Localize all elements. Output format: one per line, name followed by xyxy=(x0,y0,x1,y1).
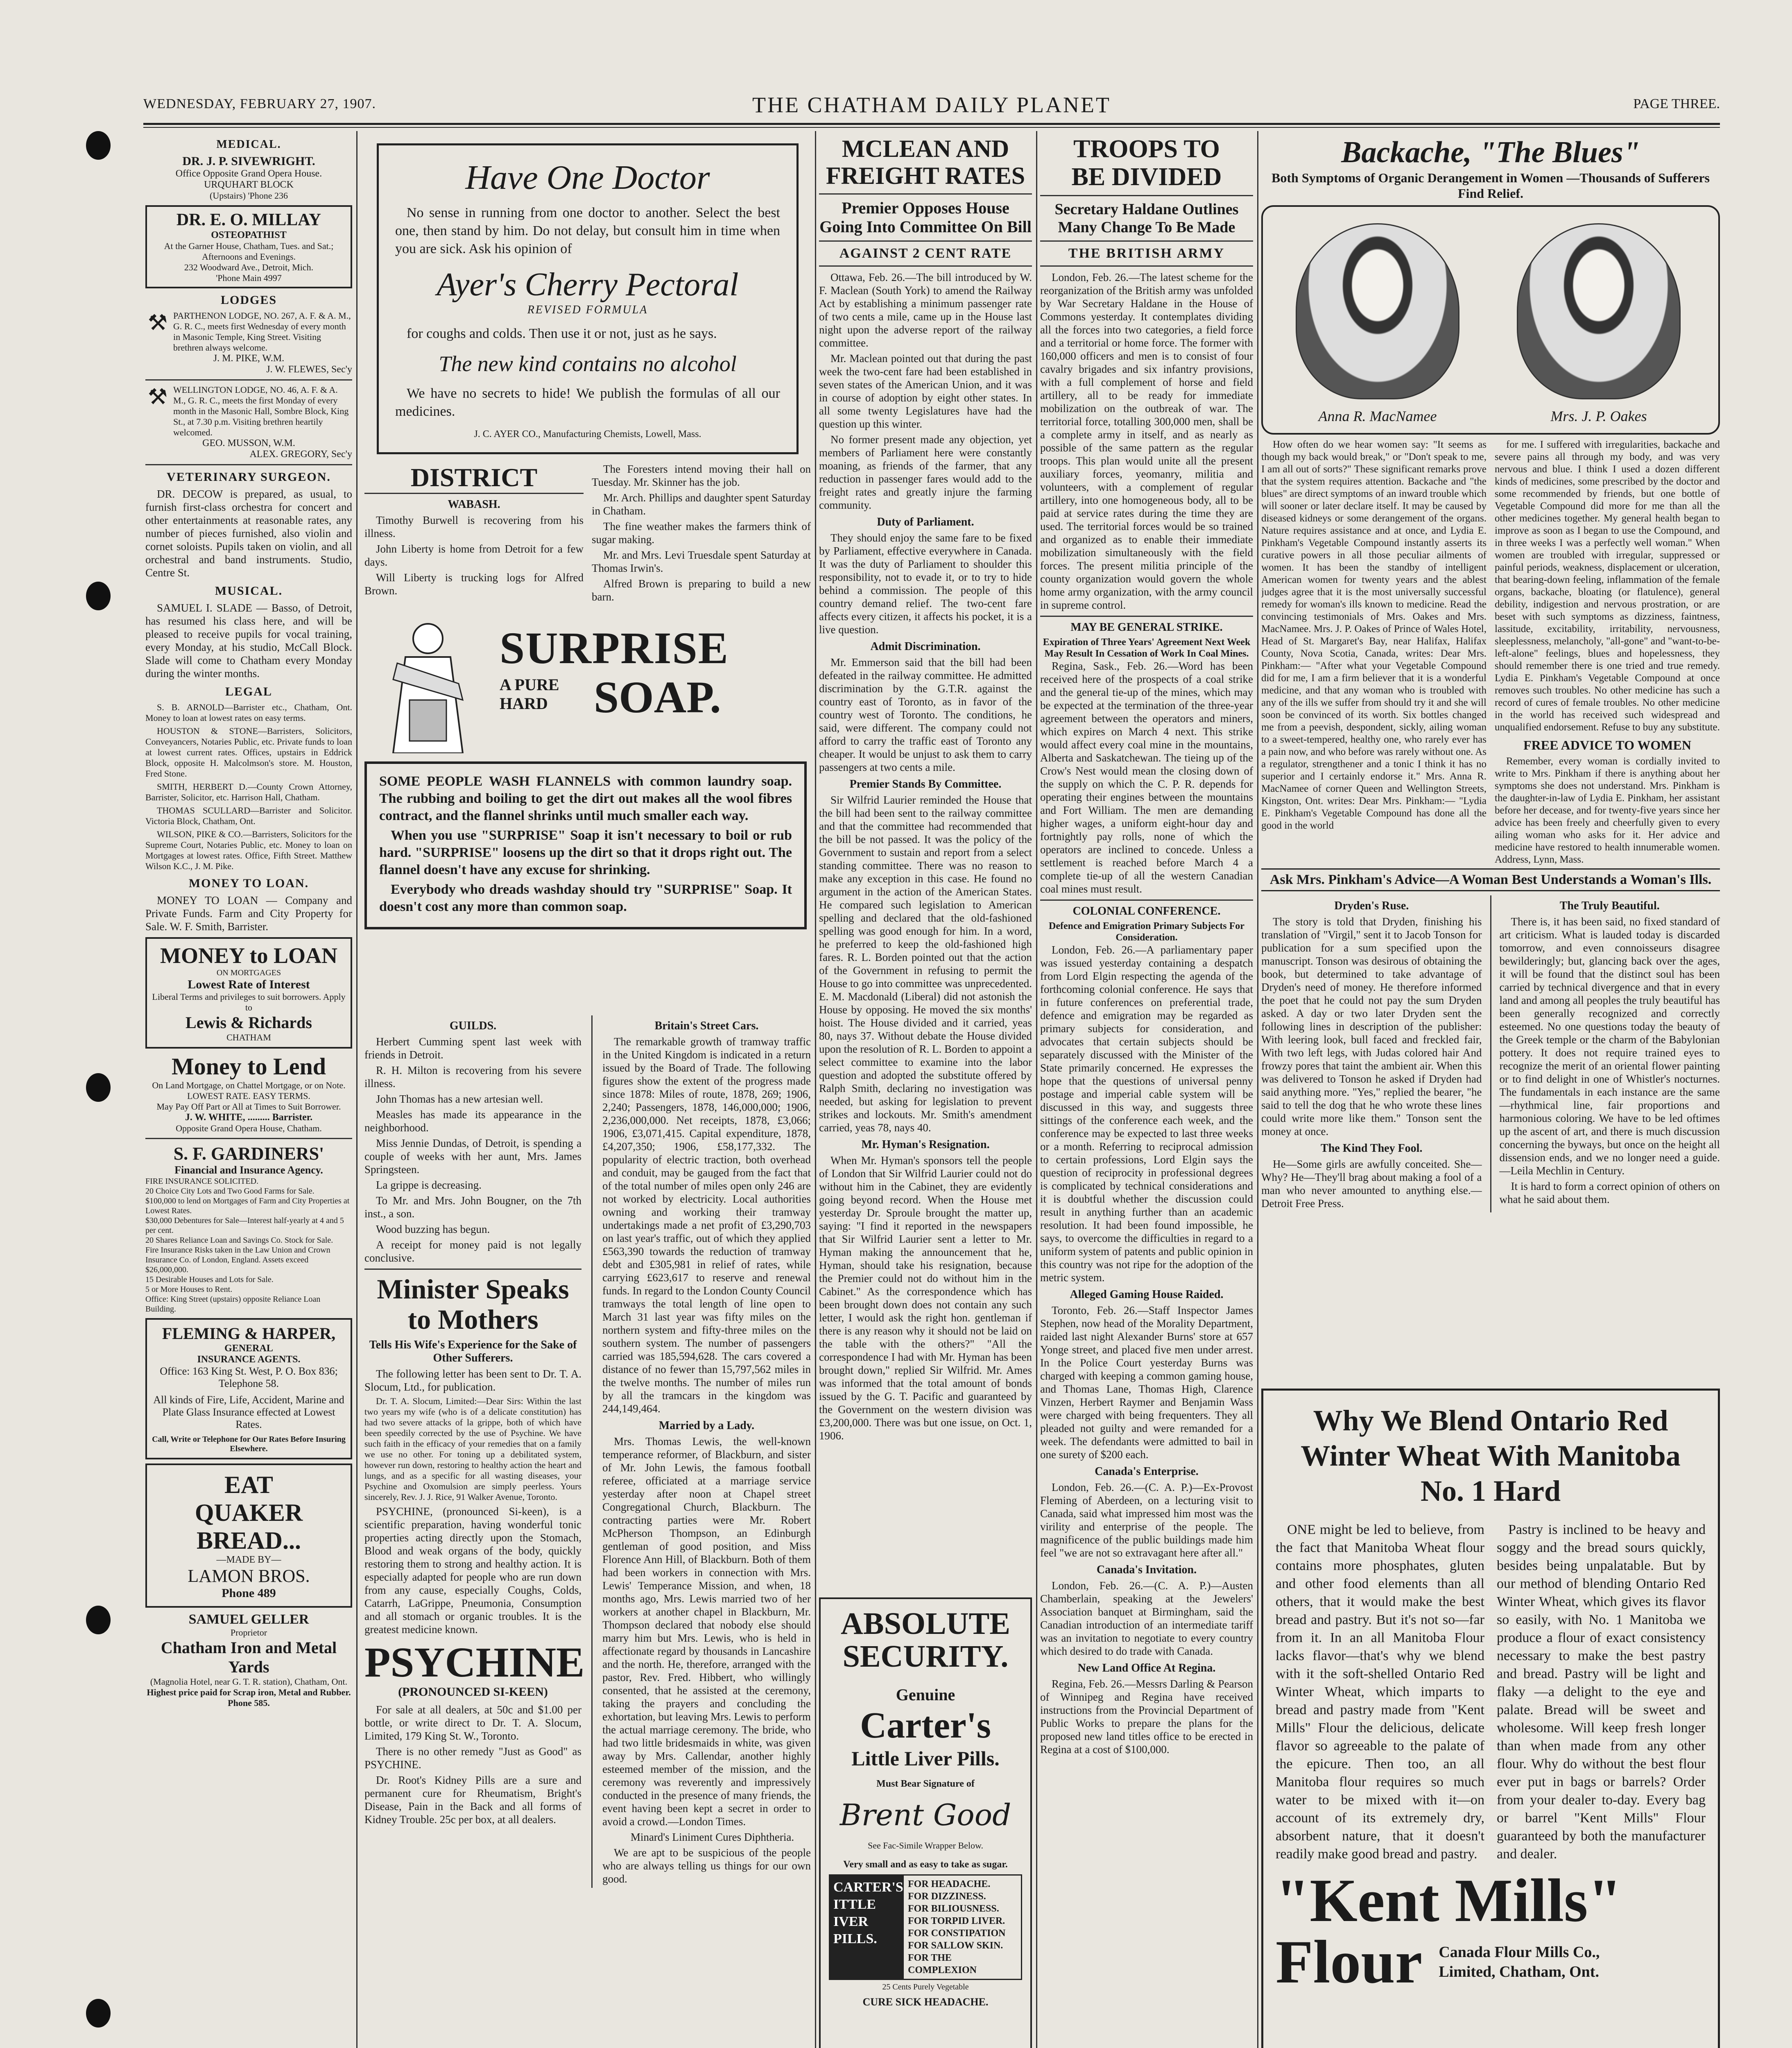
header-rule xyxy=(143,123,1720,125)
fleming-harper-ad: FLEMING & HARPER, GENERAL INSURANCE AGENTS. Office: 163 King St. West, P. O. Box 836; Telephone 58. All kinds of Fire, Life, Accident, Marine and Plate Glass Insurance effected at Lowest Rates. Call, Write or Telephone for Our Rates Before Insuring Elsewhere. xyxy=(145,1318,352,1459)
column-rule xyxy=(356,131,357,2048)
masonic-emblem-icon: ⚒ xyxy=(147,385,168,409)
sivewright-card: DR. J. P. SIVEWRIGHT. Office Opposite Grand Opera House. URQUHART BLOCK (Upstairs) 'Phone 236 xyxy=(175,154,322,201)
masonic-emblem-icon: ⚒ xyxy=(147,310,168,335)
veterinary-heading: VETERINARY SURGEON. xyxy=(167,470,331,484)
mclean-column: MCLEAN AND FREIGHT RATES Premier Opposes House Going Into Committee On Bill AGAINST 2 CENT RATE Ottawa, Feb. 26.—The bill introduced by W. F. Maclean (South York) to amend the Railway Act by establishing a minimum passenger rate of two cents a mile, came up in the House last night upon the adverse report of the railway committee. Mr. Maclean pointed out that during the past week the two-cent fare had been established in seven states of the American Union, and it was in course of adoption by eight other states. In all some twenty Legislatures have had the question up this winter. No former present made any objection, yet members of Parliament here were constantly moaning, as friends of the farmer, that any reduction in passenger fares would add to the freight rates and greatly injure the farming community. Duty of Parliament. They should enjoy the same fare to be fixed by Parliament, effective everywhere in Canada. It was the duty of Parliament to shoulder this responsibility, not to evade it, or to try to hide behind a commission. The people of this country demand relief. The two-cent fare affects every citizen, it affects his pocket, it is a live question. Admit Discrimination. Mr. Emmerson said that the bill had been defeated in the railway committee. He admitted discrimination by the G.T.R. against the country east of Toronto, as in favor of the country west of Toronto. The conditions, he said, were different. The company could not afford to carry the traffic east of Toronto any cheaper. It would be unjust to ask them to carry passengers at two cents a mile. Premier Stands By Committee. Sir Wilfrid Laurier reminded the House that the bill had been sent to the railway committee and that the committee had recommended that the bill be not passed. It was the policy of the Government to sustain and report from a select standing committee. There was no reason to make any exception in this case. He found no argument in the action of the American States. He compared such legislation to American spelling and declared that the old-fashioned spelling was good enough for him. In a word, he preferred to keep the old-fashioned high fares. R. L. Borden pointed out that the action of the Government in refusing to permit the House to go into committee was unprecedented. E. M. Macdonald (Liberal) did not astonish the House by opposing. He moved the six months' hoist. The House divided and it carried, yeas 80, nays 37. Without debate the House divided upon the resolution of R. L. Borden to appoint a select committee to examine into the labor question and adopted the substitute offered by Ralph Smith, declaring no investigation was needed, but asking for legislation to prevent strikes and lockouts. Mr. Smith's amendment carried, yeas 78, nays 40. Mr. Hyman's Resignation. When Mr. Hyman's sponsors tell the people of London that Sir Wilfrid Laurier could not do without him in the Cabinet, they are evidently going beyond record. When the House met yesterday Dr. Sproule brought the matter up, saying: "I find it reported in the newspapers that Sir Wilfrid Laurier sent a letter to Mr. Hyman making the announcement that he, Hyman, should take his resignation, because the Premier could not do without him in the Cabinet." As the correspondence which has been brought down does not contain any such letter, I would ask the right hon. gentleman if there is any reason why it should not be laid on the table with the others?" "All the correspondence I had with Mr. Hyman has been brought down," replied Sir Wilfrid. Mr. Ames was informed that the total amount of bonds issued by the G. T. Pacific and guaranteed by the Government on the western division was £3,200,000. There was but one issue, on Oct. 1, 1906. ABSOLUTE SECURITY. Genuine Carter's Little Liver Pills. Must Bear Signature of Brent Good See Fac-Simile Wrapper Below. Very small and as easy to take as sugar. CARTER'S ITTLE IVER PILLS. FOR HEADACHE. FOR DIZZINESS. FOR BILIOUSNESS. FOR TORPID LIVER. FOR CONSTIPATION FOR SALLOW SKIN. FOR THE COMPLEXION 25 Cents Purely Vegetable CURE SICK HEADACHE. xyxy=(819,135,1032,2048)
carters-wrapper: CARTER'S ITTLE IVER PILLS. FOR HEADACHE. FOR DIZZINESS. FOR BILIOUSNESS. FOR TORPID LIVER. FOR CONSTIPATION FOR SALLOW SKIN. FOR THE COMPLEXION xyxy=(829,1874,1022,1980)
page-header xyxy=(143,92,1720,121)
column-rule xyxy=(1036,131,1037,2048)
ayer-title: Have One Doctor xyxy=(465,159,710,197)
surprise-soap-ad: SURPRISE A PURE HARD SOAP. SOME PEOPLE WASH FLANNELS with common laundry soap. The rubbing and boiling to get the dirt out makes all the wool fibres contract, and the flannel shrinks until much smaller each way. When you use "SURPRISE" Soap it isn't necessary to boil or rub hard. "SURPRISE" loosens up the dirt so that it drops right out. The flannel doesn't have any excuse for shrinking. Everybody who dreads washday should try "SURPRISE" Soap. It doesn't cost any more than common soap. xyxy=(364,614,811,1015)
decow-notice: DR. DECOW is prepared, as usual, to furnish first-class orchestra for concert and other entertainments at reasonable rates, any number of pieces furnished, also violin and cornet soloists. Pupils taken on violin, and all orchestral and band instruments. Studio, Centre St. xyxy=(145,488,352,579)
money-to-lend-ad: Money to Lend On Land Mortgage, on Chattel Mortgage, or on Note. LOWEST RATE. EASY TERMS. May Pay Off Part or All at Times to Suit Borrower. J. W. WHITE, ......... Barrister. Opposite Grand Opera House, Chatham. xyxy=(152,1053,346,1133)
binding-hole xyxy=(86,1073,111,1102)
wellington-lodge: ⚒ WELLINGTON LODGE, NO. 46, A. F. & A. M., G. R. C., meets the first Monday of every month in the Masonic Hall, Sombre Block, King St., at 7.30 p.m. Visiting brethren heartily welcomed. xyxy=(145,385,352,438)
surprise-brand: SURPRISE xyxy=(500,623,729,673)
psychine-brand: PSYCHINE xyxy=(364,1639,585,1686)
quaker-bread-ad: EAT QUAKER BREAD... —MADE BY— LAMON BROS. Phone 489 xyxy=(145,1464,352,1608)
header-rule-thin xyxy=(143,127,1720,128)
binding-hole xyxy=(86,131,111,160)
ayer-product: Ayer's Cherry Pectoral xyxy=(437,267,739,303)
ayer-slogan: The new kind contains no alcohol xyxy=(439,351,737,376)
carters-pills-ad: ABSOLUTE SECURITY. Genuine Carter's Little Liver Pills. Must Bear Signature of Brent Good See Fac-Simile Wrapper Below. Very small and as easy to take as sugar. CARTER'S ITTLE IVER PILLS. FOR HEADACHE. FOR DIZZINESS. FOR BILIOUSNESS. FOR TORPID LIVER. FOR CONSTIPATION FOR SALLOW SKIN. FOR THE COMPLEXION 25 Cents Purely Vegetable CURE SICK HEADACHE. xyxy=(819,1597,1032,2048)
kent-mills-headline: Why We Blend Ontario Red Winter Wheat With Manitoba No. 1 Hard xyxy=(1301,1404,1681,1507)
troops-column: TROOPS TO BE DIVIDED Secretary Haldane Outlines Many Change To Be Made THE BRITISH ARMY London, Feb. 26.—The latest scheme for the reorganization of the British army was unfolded by War Secretary Haldane in the House of Commons yesterday. It contemplates dividing all the forces into two categories, a field force and a territorial or home force. The former with 160,000 officers and men is to consist of four cavalry brigades and six infantry provisions, with a full complement of horse and field artillery, all to be ready for immediate mobilization on the outbreak of war. The territorial force, totalling 300,000 men, shall be a complete army in itself, and as nearly as possible of the same pattern as the regular troops. This plan would unite all the present auxiliary forces, yeomanry, militia and volunteers, with a complement of regular artillery, into one homogeneous body, all to be paid at service rates during the time they are used. The territorial forces would be so trained and organized as to enable their immediate mobilization simultaneously with the field forces. The present militia principle of the county organization would govern the whole home army organization, with the army council in supreme control. MAY BE GENERAL STRIKE. Expiration of Three Years' Agreement Next Week May Result In Cessation of Work In Coal Mines. Regina, Sask., Feb. 26.—Word has been received here of the prospects of a coal strike and the general tie-up of the mines, which may be expected at the termination of the three-year agreement between the operators and miners, which expires on March 4 next. This strike would affect every coal mine in the mountains, Alberta and Saskatchewan. The tieing up of the Crow's Nest would mean the closing down of the supply on which the C. P. R. depends for operating their engines between the mountains and Fort William. The men are demanding higher wages, a uniform eight-hour day and fortnightly pay rolls, none of which the operators are inclined to concede. Unless a settlement is reached before March 4 a complete tie-up of all the western Canadian coal mines must result. COLONIAL CONFERENCE. Defence and Emigration Primary Subjects For Consideration. London, Feb. 26.—A parliamentary paper was issued yesterday containing a despatch from Lord Elgin respecting the agenda of the forthcoming colonial conference. He says that in future conferences on preferential trade, defence and emigration may be regarded as primary subjects for consideration, and advocates that certain subjects should be separately discussed with the Minister of the State primarily concerned. He expresses the hope that the questions of universal penny postage and imperial cable system will be discussed in this way, and suggests three sittings of the conference each week, and the conference may be expected to last three weeks or a month. Referring to reciprocal admission to certain professions, Lord Elgin says the question of reciprocity in professional degrees is complicated by technical considerations and it is doubtful whether the discussion could result in anything further than an academic resolution. It had been found impossible, he says, to overcome the difficulties in regard to a uniform system of patents and public opinion in this country was not ripe for the adoption of the metric system. Alleged Gaming House Raided. Toronto, Feb. 26.—Staff Inspector James Stephen, now head of the Morality Department, raided last night Alexander Burns' store at 657 Yonge street, and placed five men under arrest. In the Police Court yesterday Burns was charged with keeping a common gaming house, and Thomas Lane, Thomas High, Clarence Vinzen, Herbert Raymer and Benjamin Wass were charged with being frequenters. They all pleaded not guilty and were remanded for a week. The defendants were admitted to bail in one surety of $200 each. Canada's Enterprise. London, Feb. 26.—(C. A. P.)—Ex-Provost Fleming of Aberdeen, on a lecturing visit to Canada, said what impressed him most was the virility and enterprise of the people. The magnificence of the public buildings made him feel "we are not so extravagant here after all." Canada's Invitation. London, Feb. 26.—(C. A. P.)—Austen Chamberlain, speaking at the Jewelers' Association banquet at Birmingham, said the Canadian introduction of an intermediate tariff was an invitation to negotiate to every country which desired to do trade with Canada. New Land Office At Regina. Regina, Feb. 26.—Messrs Darling & Pearson of Winnipeg and Regina have received instructions from the Provincial Department of Public Works to prepare the plans for the proposed new land titles office to be erected in Regina at a cost of $100,000. xyxy=(1040,135,1253,1756)
money-notice: MONEY TO LOAN — Company and Private Funds. Farm and City Property for Sale. W. F. Smith, Barrister. xyxy=(145,894,352,933)
slade-notice: SAMUEL I. SLADE — Basso, of Detroit, has resumed his class here, and will be pleased to receive pupils for vocal training, every Monday, at his studio, McCall Block. Slade will come to Chatham every Monday during the winter months. xyxy=(145,602,352,680)
binding-hole xyxy=(86,1999,111,2028)
minister-headline: Minister Speaks to Mothers xyxy=(377,1273,569,1335)
ayer-ad: Have One Doctor No sense in running from one doctor to another. Select the best one, then stand by him. Do not delay, but consult him in time when you are sick. Ask his opinion of Ayer's Cherry Pectoral REVISED FORMULA for coughs and colds. Then use it or not, just as he says. The new kind contains no alcohol We have no secrets to hide! We publish the formulas of all our medicines. J. C. AYER CO., Manufacturing Chemists, Lowell, Mass. xyxy=(377,143,799,454)
legal-heading: LEGAL xyxy=(225,685,273,698)
legal-notice: THOMAS SCULLARD—Barrister and Solicitor. Victoria Block, Chatham, Ont. xyxy=(145,805,352,826)
district-section: DISTRICT WABASH. Timothy Burwell is recovering from his illness. John Liberty is home from Detroit for a few days. Will Liberty is trucking logs for Alfred Brown. The Foresters intend moving their hall on Tuesday. Mr. Skinner has the job. Mr. Arch. Phillips and daughter spent Saturday in Chatham. The fine weather makes the farmers think of sugar making. Mr. and Mrs. Levi Truesdale spent Saturday at Thomas Irwin's. Alfred Brown is preparing to build a new barn. xyxy=(364,463,811,603)
directory-column: MEDICAL. DR. J. P. SIVEWRIGHT. Office Opposite Grand Opera House. URQUHART BLOCK (Upstairs) 'Phone 236 DR. E. O. MILLAY OSTEOPATHIST At the Garner House, Chatham, Tues. and Sat.; Afternoons and Evenings. 232 Woodward Ave., Detroit, Mich. 'Phone Main 4997 LODGES ⚒ PARTHENON LODGE, NO. 267, A. F. & A. M., G. R. C., meets first Wednesday of every month in Masonic Temple, King Street. Visiting brethren always welcome. J. M. PIKE, W.M. J. W. FLEWES, Sec'y ⚒ WELLINGTON LODGE, NO. 46, A. F. & A. M., G. R. C., meets the first Monday of every month in the Masonic Hall, Sombre Block, King St., at 7.30 p.m. Visiting brethren heartily welcomed. GEO. MUSSON, W.M. ALEX. GREGORY, Sec'y VETERINARY SURGEON. DR. DECOW is prepared, as usual, to furnish first-class orchestra for concert and other entertainments at reasonable rates, any number of pieces furnished, also violin and cornet soloists. Pupils taken on violin, and all orchestral and band instruments. Studio, Centre St. MUSICAL. SAMUEL I. SLADE — Basso, of Detroit, has resumed his class here, and will be pleased to receive pupils for vocal training, every Monday, at his studio, McCall Block. Slade will come to Chatham every Monday during the winter months. LEGAL S. B. ARNOLD—Barrister etc., Chatham, Ont. Money to loan at lowest rates on easy terms. HOUSTON & STONE—Barristers, Solicitors, Conveyancers, Notaries Public, etc. Private funds to loan at lowest current rates. Offices, upstairs in Eddrick Block, opposite H. Malcolmson's store. M. Houston, Fred Stone. SMITH, HERBERT D.—County Crown Attorney, Barrister, Solicitor, etc. Harrison Hall, Chatham. THOMAS SCULLARD—Barrister and Solicitor. Victoria Block, Chatham, Ont. WILSON, PIKE & CO.—Barristers, Solicitors for the Supreme Court, Notaries Public, etc. Money to loan on Mortgages at lowest rates. Office, Fifth Street. Matthew Wilson K.C., J. M. Pike. MONEY TO LOAN. MONEY TO LOAN — Company and Private Funds. Farm and City Property for Sale. W. F. Smith, Barrister. MONEY to LOAN ON MORTGAGES Lowest Rate of Interest Liberal Terms and privileges to suit borrowers. Apply to Lewis & Richards CHATHAM Money to Lend On Land Mortgage, on Chattel Mortgage, or on Note. LOWEST RATE. EASY TERMS. May Pay Off Part or All at Times to Suit Borrower. J. W. WHITE, ......... Barrister. Opposite Grand Opera House, Chatham. S. F. GARDINERS' Financial and Insurance Agency. FIRE INSURANCE SOLICITED. 20 Choice City Lots and Two Good Farms for Sale. $100,000 to lend on Mortgages of Farm and City Properties at Lowest Rates. $30,000 Debentures for Sale—Interest half-yearly at 4 and 5 per cent. 20 Shares Reliance Loan and Savings Co. Stock for Sale. Fire Insurance Risks taken in the Law Union and Crown Insurance Co. of London, England. Assets exceed $26,000,000. 15 Desirable Houses and Lots for Sale. 5 or More Houses to Rent. Office: King Street (upstairs) opposite Reliance Loan Building. FLEMING & HARPER, GENERAL INSURANCE AGENTS. Office: 163 King St. West, P. O. Box 836; Telephone 58. All kinds of Fire, Life, Accident, Marine and Plate Glass Insurance effected at Lowest Rates. Call, Write or Telephone for Our Rates Before Insuring Elsewhere. EAT QUAKER BREAD... —MADE BY— LAMON BROS. Phone 489 SAMUEL GELLER Proprietor Chatham Iron and Metal Yards (Magnolia Hotel, near G. T. R. station), Chatham, Ont. Highest price paid for Scrap iron, Metal and Rubber. Phone 585. xyxy=(145,138,352,1708)
portrait-macnamee xyxy=(1296,223,1459,399)
pinkham-portraits: Anna R. MacNamee Mrs. J. P. Oakes xyxy=(1261,205,1720,435)
kent-mills-brand: "Kent Mills" xyxy=(1276,1867,1622,1935)
page-number: PAGE THREE. xyxy=(1633,96,1720,111)
signature: Brent Good xyxy=(839,1798,1011,1832)
legal-notice: HOUSTON & STONE—Barristers, Solicitors, Conveyancers, Notaries Public, etc. Private funds to loan at lowest current rates. Offices, upstairs in Eddrick Block, opposite H. Malcolmson's store. M. Houston, Fred Stone. xyxy=(145,726,352,779)
pinkham-headline: Backache, "The Blues" xyxy=(1341,136,1640,169)
lewis-richards-ad: MONEY to LOAN ON MORTGAGES Lowest Rate of Interest Liberal Terms and privileges to suit borrowers. Apply to Lewis & Richards CHATHAM xyxy=(145,937,352,1049)
millay-card: DR. E. O. MILLAY OSTEOPATHIST At the Garner House, Chatham, Tues. and Sat.; Afternoons and Evenings. 232 Woodward Ave., Detroit, Mich. 'Phone Main 4997 xyxy=(145,205,352,288)
surprise-copy-box: SOME PEOPLE WASH FLANNELS with common laundry soap. The rubbing and boiling to get the dirt out makes all the wool fibres contract, and the flannel shrinks until much smaller each way. When you use "SURPRISE" Soap it isn't necessary to boil or rub hard. "SURPRISE" loosens up the dirt so that it drops right out. The flannel doesn't have any excuse for shrinking. Everybody who dreads washday should try "SURPRISE" Soap. It doesn't cost any more than common soap. xyxy=(364,761,807,929)
district-title: DISTRICT xyxy=(364,462,584,494)
column-rule xyxy=(815,131,816,2048)
kent-mills-ad: Why We Blend Ontario Red Winter Wheat With Manitoba No. 1 Hard ONE might be led to believe, from the fact that Manitoba Wheat flour contains more phosphates, gluten and other food elements than all others, that it would make the best bread and pastry. But it's not so—far from it. In an all Manitoba Flour lacks flavor—that's why we blend with it the soft-shelled Ontario Red Winter Wheat, which imparts to bread and pastry made from "Kent Mills" Flour the delicious, delicate flavor so agreeable to the palate of the epicure. Then too, an all Manitoba flour requires so much water to be mixed with it—on account of its extremely dry, absorbent nature, that it doesn't readily make good bread and pastry. Pastry is inclined to be heavy and soggy and the bread sours quickly, besides being unpalatable. But by our method of blending Ontario Red Winter Wheat, which gives its flavor so easily, with No. 1 Manitoba we produce a flour of exact consistency necessary to make the best pastry and bread. Pastry will be light and flaky —a delight to the eye and palate. Bread will be sweet and wholesome. Will keep fresh longer than when made from any other flour. Why do without the best flour ever put in bags or barrels? Order from your dealer to-day. Every bag or barrel "Kent Mills" Flour guaranteed by both the manufacturer and dealer. "Kent Mills" Flour Canada Flour Mills Co., Limited, Chatham, Ont. xyxy=(1261,1389,1720,2048)
binding-hole xyxy=(86,1606,111,1634)
legal-notice: WILSON, PIKE & CO.—Barristers, Solicitors for the Supreme Court, Notaries Public, etc. Money to loan on Mortgages at lowest rates. Office, Fifth Street. Matthew Wilson K.C., J. M. Pike. xyxy=(145,829,352,871)
lodges-heading: LODGES xyxy=(220,293,277,307)
carters-brand: Carter's xyxy=(860,1705,991,1746)
legal-notice: S. B. ARNOLD—Barrister etc., Chatham, Ont. Money to loan at lowest rates on easy terms. xyxy=(145,702,352,723)
binding-hole xyxy=(86,582,111,610)
column-rule xyxy=(1257,131,1258,2048)
gardiners-ad: S. F. GARDINERS' Financial and Insurance Agency. FIRE INSURANCE SOLICITED. 20 Choice City Lots and Two Good Farms for Sale. $100,000 to lend on Mortgages of Farm and City Properties at Lowest Rates. $30,000 Debentures for Sale—Interest half-yearly at 4 and 5 per cent. 20 Shares Reliance Loan and Savings Co. Stock for Sale. Fire Insurance Risks taken in the Law Union and Crown Insurance Co. of London, England. Assets exceed $26,000,000. 15 Desirable Houses and Lots for Sale. 5 or More Houses to Rent. Office: King Street (upstairs) opposite Reliance Loan Building. xyxy=(145,1144,350,1314)
troops-headline: TROOPS TO xyxy=(1073,135,1220,163)
portrait-oakes xyxy=(1517,223,1681,399)
money-heading: MONEY TO LOAN. xyxy=(188,877,309,890)
geller-ad: SAMUEL GELLER Proprietor Chatham Iron and Metal Yards (Magnolia Hotel, near G. T. R. station), Chatham, Ont. Highest price paid for Scrap iron, Metal and Rubber. Phone 585. xyxy=(147,1612,351,1708)
header-date: WEDNESDAY, FEBRUARY 27, 1907. xyxy=(143,96,376,111)
musical-heading: MUSICAL. xyxy=(215,584,283,598)
medical-heading: MEDICAL. xyxy=(216,138,281,151)
washerwoman-illustration xyxy=(381,618,475,753)
masthead: THE CHATHAM DAILY PLANET xyxy=(752,93,1111,117)
mclean-headline: MCLEAN AND xyxy=(842,135,1009,162)
right-area: Backache, "The Blues" Both Symptoms of Organic Derangement in Women —Thousands of Sufferers Find Relief. Anna R. MacNamee Mrs. J. P. Oakes How often do we hear women say: "It seems as though my back would break," or "Don't speak to me, I am all out of sorts?" These significant remarks prove that the system requires attention. Backache and "the blues" are direct symptoms of an inward trouble which will sooner or later declare itself. It may be caused by diseased kidneys or some derangement of the organs. Nature requires assistance and at once, and Lydia E. Pinkham's Vegetable Compound instantly asserts its curative powers in all those peculiar ailments of women. It has been the standby of intelligent American women for twenty years and the ablest judges agree that it is the most universally successful remedy for woman's ills known to medicine. Read the convincing testimonials of Mrs. Oakes and Mrs. MacNamee. Mrs. J. P. Oakes of Prince of Wales Hotel, Head of St. Margaret's Bay, near Halifax, Halifax County, Nova Scotia, Canada, writes: Dear Mrs. Pinkham:— "After what your Vegetable Compound did for me, I am a firm believer that it is a wonderful medicine, and that any woman who is troubled with any of the ills we suffer from should try it and she will soon be convinced of its worth. Six bottles changed me from a peevish, despondent, sickly, ailing woman to a sweet-tempered, healthy one, who rarely ever has a pain now, and who before was rarely without one. As a regulator, strengthener and a tonic I think it has no superior and I certainly endorse it." Mrs. Anna R. MacNamee of corner Queen and Wellington Streets, Kingston, Ont. writes: Dear Mrs. Pinkham:— "Lydia E. Pinkham's Vegetable Compound has done all the good in the world for me. I suffered with irregularities, backache and severe pains all through my body, and was very nervous and blue. I think I used a dozen different kinds of medicines, some prescribed by the doctor and some recommended by friends, but one bottle of Vegetable Compound did more for me than all the other medicines together. My general health began to improve as soon as I began to use the Compound, and in three weeks I was a perfectly well woman." When women are troubled with irregular, suppressed or painful periods, weakness, displacement or ulceration, that bearing-down feeling, inflammation of the female organs, backache, bloating (or flatulence), general debility, indigestion and nervous prostration, or are beset with such symptoms as dizziness, faintness, lassitude, excitability, irritability, nervousness, sleeplessness, melancholy, "all-gone" and "want-to-be-left-alone" feelings, blues and hopelessness, they should remember there is one tried and true remedy. Lydia E. Pinkham's Vegetable Compound at once removes such troubles. No other medicine has such a record of cures of female troubles. No other medicine in the world has received such widespread and unqualified endorsement. Refuse to buy any substitute. FREE ADVICE TO WOMEN Remember, every woman is cordially invited to write to Mrs. Pinkham if there is anything about her symptoms she does not understand. Mrs. Pinkham is the daughter-in-law of Lydia E. Pinkham, her assistant before her decease, and for twenty-five years since her advice has been freely and cheerfully given to every ailing woman who asks for it. Her advice and medicine have restored to health innumerable women. Address, Lynn, Mass. Ask Mrs. Pinkham's Advice—A Woman Best Understands a Woman's Ills. Dryden's Ruse. The story is told that Dryden, finishing his translation of "Virgil," sent it to Jacob Tonson for publication for a sum specified upon the manuscript. Tonson was desirous of obtaining the book, but determined to take advantage of Dryden's need of money. He therefore informed the poet that he could not pay the sum Dryden asked. A day or two later Dryden sent the following lines in description of the publisher: With leering look, bull faced and freckled fair, With two left legs, with Judas colored hair And frowzy pores that taint the ambient air. When this was delivered to Tonson he asked if Dryden had said anything more. "Yes," replied the bearer, "he said to tell the dog that he who wrote these lines could write more like them." Tonson sent the money at once. The Kind They Fool. He—Some girls are awfully conceited. She—Why? He—They'll brag about making a fool of a man who never amounted to anything else.—Detroit Free Press. The Truly Beautiful. There is, it has been said, no fixed standard of art criticism. What is lauded today is discarded tomorrow, and even connoisseurs disagree bewilderingly; but, glancing back over the ages, it will be found that the distinct soul has been carried by technical divergence and that in every land and among all peoples the truly beautiful has been generally recognized and correctly esteemed. No one questions today the beauty of the Greek temple or the charm of the Babylonian pottery. It does not require trained eyes to recognize the merit of an oriental flower painting or to find delight in one of Whistler's nocturnes. The fundamentals in each instance are the same—rhythmical line, fair proportions and harmonious coloring. We have to be led oftimes up the ascent of art, and there is much discussion concerning the byways, but once on the height all dissension ends, and we no longer need a guide.—Leila Mechlin in Century. It is hard to form a correct opinion of others on what he said about them. Why We Blend Ontario Red Winter Wheat With Manitoba No. 1 Hard ONE might be led to believe, from the fact that Manitoba Wheat flour contains more phosphates, gluten and other food elements than all others, that it would make the best bread and pastry. But it's not so—far from it. In an all Manitoba Flour lacks flavor—that's why we blend with it the soft-shelled Ontario Red Winter Wheat, which imparts to bread and pastry made from "Kent Mills" Flour the delicious, delicate flavor so agreeable to the palate of the epicure. Then too, an all Manitoba flour requires so much water to be mixed with it—on account of its extremely dry, absorbent nature, that it doesn't readily make good bread and pastry. Pastry is inclined to be heavy and soggy and the bread sours quickly, besides being unpalatable. But by our method of blending Ontario Red Winter Wheat, which gives its flavor so easily, with No. 1 Manitoba we produce a flour of exact consistency necessary to make the best pastry and bread. Pastry will be light and flaky —a delight to the eye and palate. Bread will be sweet and wholesome. Will keep fresh longer than when made from any other flour. Why do without the best flour ever put in bags or barrels? Order from your dealer to-day. Every bag or barrel "Kent Mills" Flour guaranteed by both the manufacturer and dealer. "Kent Mills" Flour Canada Flour Mills Co., Limited, Chatham, Ont. xyxy=(1261,135,1720,2048)
center-left-area xyxy=(364,135,811,2048)
parthenon-lodge: ⚒ PARTHENON LODGE, NO. 267, A. F. & A. M., G. R. C., meets first Wednesday of every month in Masonic Temple, King Street. Visiting brethren always welcome. xyxy=(145,310,352,353)
lower-left-columns: GUILDS. Herbert Cumming spent last week with friends in Detroit. R. H. Milton is recovering from his severe illness. John Thomas has a new artesian well. Measles has made its appearance in the neighborhood. Miss Jennie Dundas, of Detroit, is spending a couple of weeks with her aunt, Mrs. James Springsteen. La grippe is decreasing. To Mr. and Mrs. John Bougner, on the 7th inst., a son. Wood buzzing has begun. A receipt for money paid is not legally conclusive. Minister Speaks to Mothers Tells His Wife's Experience for the Sake of Other Sufferers. The following letter has been sent to Dr. T. A. Slocum, Ltd., for publication. Dr. T. A. Slocum, Limited:—Dear Sirs: Within the last two years my wife (who is of a delicate constitution) has had two severe attacks of la grippe, both of which have been speedily corrected by the use of Psychine. We have such faith in the efficacy of your remedies that on a family we use no other. For toning up a debilitated system, however run down, restoring to healthy action the heart and lungs, and as a specific for all wasting diseases, your Psychine and Oxomulsion are simply peerless. Yours sincerely, Rev. J. J. Rice, 91 Walker Avenue, Toronto. PSYCHINE, (pronounced Si-keen), is a scientific preparation, having wonderful tonic properties acting directly upon the Stomach, Blood and weak organs of the body, quickly restoring them to strong and healthy action. It is especially adapted for people who are run down from any cause, especially Coughs, Colds, Catarrh, LaGrippe, Pneumonia, Consumption and all stomach or organic troubles. It is the greatest medicine known. PSYCHINE (PRONOUNCED SI-KEEN) For sale at all dealers, at 50c and $1.00 per bottle, or write direct to Dr. T. A. Slocum, Limited, 179 King St. W., Toronto. There is no other remedy "Just as Good" as PSYCHINE. Dr. Root's Kidney Pills are a sure and permanent cure for Rheumatism, Bright's Disease, Pain in the Back and all forms of Kidney Trouble. 25c per box, at all dealers. Britain's Street Cars. The remarkable growth of tramway traffic in the United Kingdom is indicated in a return issued by the Board of Trade. The following figures show the extent of the progress made since 1878: Miles of route, 1878, 269; 1906, 2,240; Passengers, 1878, 146,000,000; 1906, 2,236,000,000. Net receipts, 1878, £3,066; 1906, £3,071,415. Capital expenditure, 1878, £4,207,350; 1906, £58,177,332. The popularity of electric traction, both overhead and conduit, may be gauged from the fact that of the total number of miles open only 246 are not worked by electricity. Local authorities owning and working their tramway undertakings made a net profit of £3,290,703 on last year's traffic, out of which they applied £563,390 towards the reduction of tramway debt and £305,981 in relief of rates, while carrying £623,617 to reserve and renewal funds. In regard to the London County Council tramways the total length of line open to March 31 last year was fifty miles on the northern system and fifty-three miles on the southern system. The number of passengers carried was 185,594,628. The cars covered a distance of no fewer than 15,797,562 miles in the twelve months. The number of miles run by all the tramcars in the kingdom was 244,149,464. Married by a Lady. Mrs. Thomas Lewis, the well-known temperance reformer, of Blackburn, and sister of Mr. John Lewis, the famous football referee, officiated at a marriage service yesterday after noon at Chapel street Congregational Church, Blackburn. The contracting parties were Mr. Robert McPherson Thompson, an Edinburgh gentleman of good position, and Miss Florence Ann Hill, of Blackburn. Both of them had been workers in connection with Mrs. Lewis' Temperance Mission, and when, 18 months ago, Mrs. Lewis married two of her workers at another chapel in Blackburn, Mr. Thompson declared that nobody else should marry him but Mrs. Lewis, who is held in affectionate regard by thousands in Lancashire and the north. He, therefore, arranged with the pastor, Rev. Fred. Hibbert, who willingly consented, that he assisted at the ceremony, taking the prayers and concluding the exhortation, but leaving Mrs. Lewis to perform the actual marriage ceremony. The bride, who had two little bridesmaids in white, was given away by Mrs. Callendar, another highly esteemed member of the mission, and the ceremony was reverently and impressively conducted in the presence of many friends, the event having been kept a secret in order to avoid a crowd.—London Times. Minard's Liniment Cures Diphtheria. We are apt to be suspicious of the people who are always telling us things for our own good. xyxy=(364,1015,811,1888)
legal-notice: SMITH, HERBERT D.—County Crown Attorney, Barrister, Solicitor, etc. Harrison Hall, Chatham. xyxy=(145,782,352,802)
